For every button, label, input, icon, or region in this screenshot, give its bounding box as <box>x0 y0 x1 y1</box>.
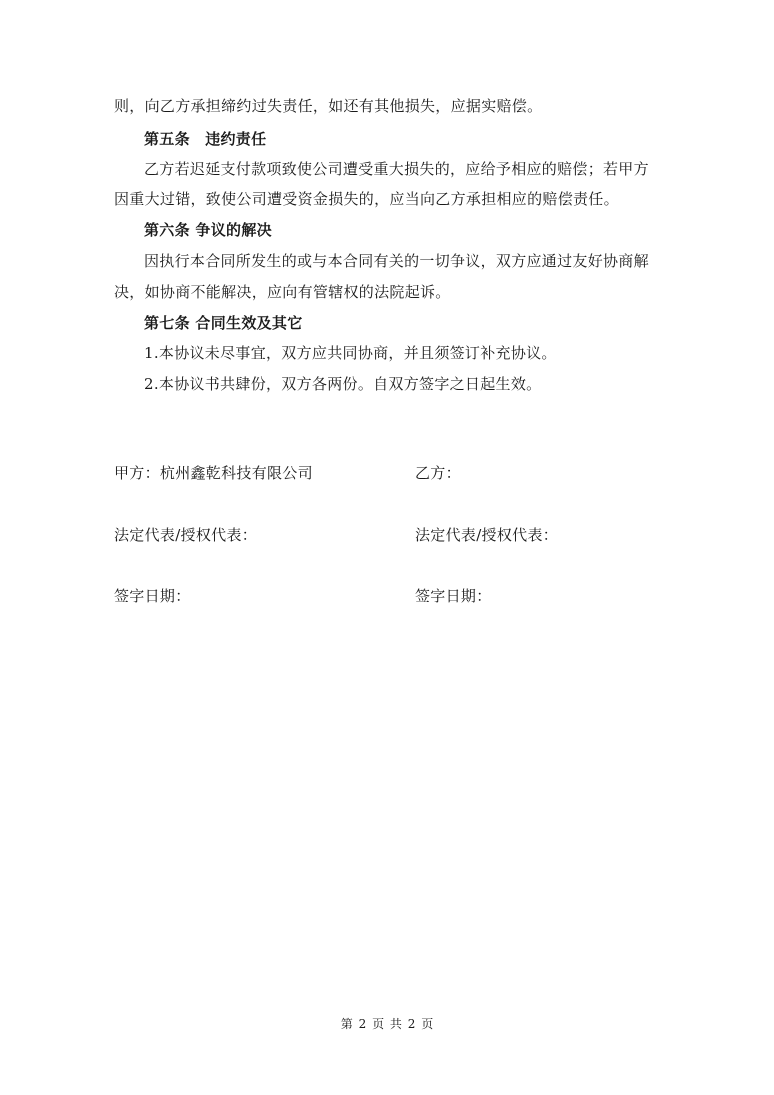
article-5-line-1: 乙方若迟延支付款项致使公司遭受重大损失的，应给予相应的赔偿；若甲方 <box>144 160 649 178</box>
party-a-name: 甲方：杭州鑫乾科技有限公司 <box>114 464 313 482</box>
footer-current-page: 2 <box>358 1017 367 1031</box>
footer-total-pages: 2 <box>407 1017 416 1031</box>
article-6-line-1: 因执行本合同所发生的或与本合同有关的一切争议，双方应通过友好协商解 <box>144 252 649 270</box>
footer-total-prefix: 共 <box>389 1017 402 1031</box>
party-a-representative: 法定代表/授权代表： <box>114 526 258 544</box>
party-b-representative: 法定代表/授权代表： <box>415 526 559 544</box>
footer-page-word: 页 <box>372 1017 385 1031</box>
article-7-item-2: 2.本协议书共肆份，双方各两份。自双方签字之日起生效。 <box>144 375 542 393</box>
footer-prefix: 第 <box>340 1017 353 1031</box>
footer-page-word-2: 页 <box>421 1017 434 1031</box>
party-b-name: 乙方： <box>415 464 461 482</box>
article-5-heading: 第五条 违约责任 <box>144 130 267 148</box>
party-b-sign-date: 签字日期： <box>415 587 492 605</box>
page-footer <box>0 1016 774 1032</box>
article-7-heading: 第七条 合同生效及其它 <box>144 314 303 332</box>
article-7-item-1: 1.本协议未尽事宜，双方应共同协商，并且须签订补充协议。 <box>144 344 557 362</box>
article-6-line-2: 决，如协商不能解决，应向有管辖权的法院起诉。 <box>114 283 451 301</box>
party-a-sign-date: 签字日期： <box>114 587 191 605</box>
paragraph-continued: 则，向乙方承担缔约过失责任，如还有其他损失，应据实赔偿。 <box>114 97 543 115</box>
article-6-heading: 第六条 争议的解决 <box>144 221 272 239</box>
article-5-line-2: 因重大过错，致使公司遭受资金损失的，应当向乙方承担相应的赔偿责任。 <box>114 190 619 208</box>
